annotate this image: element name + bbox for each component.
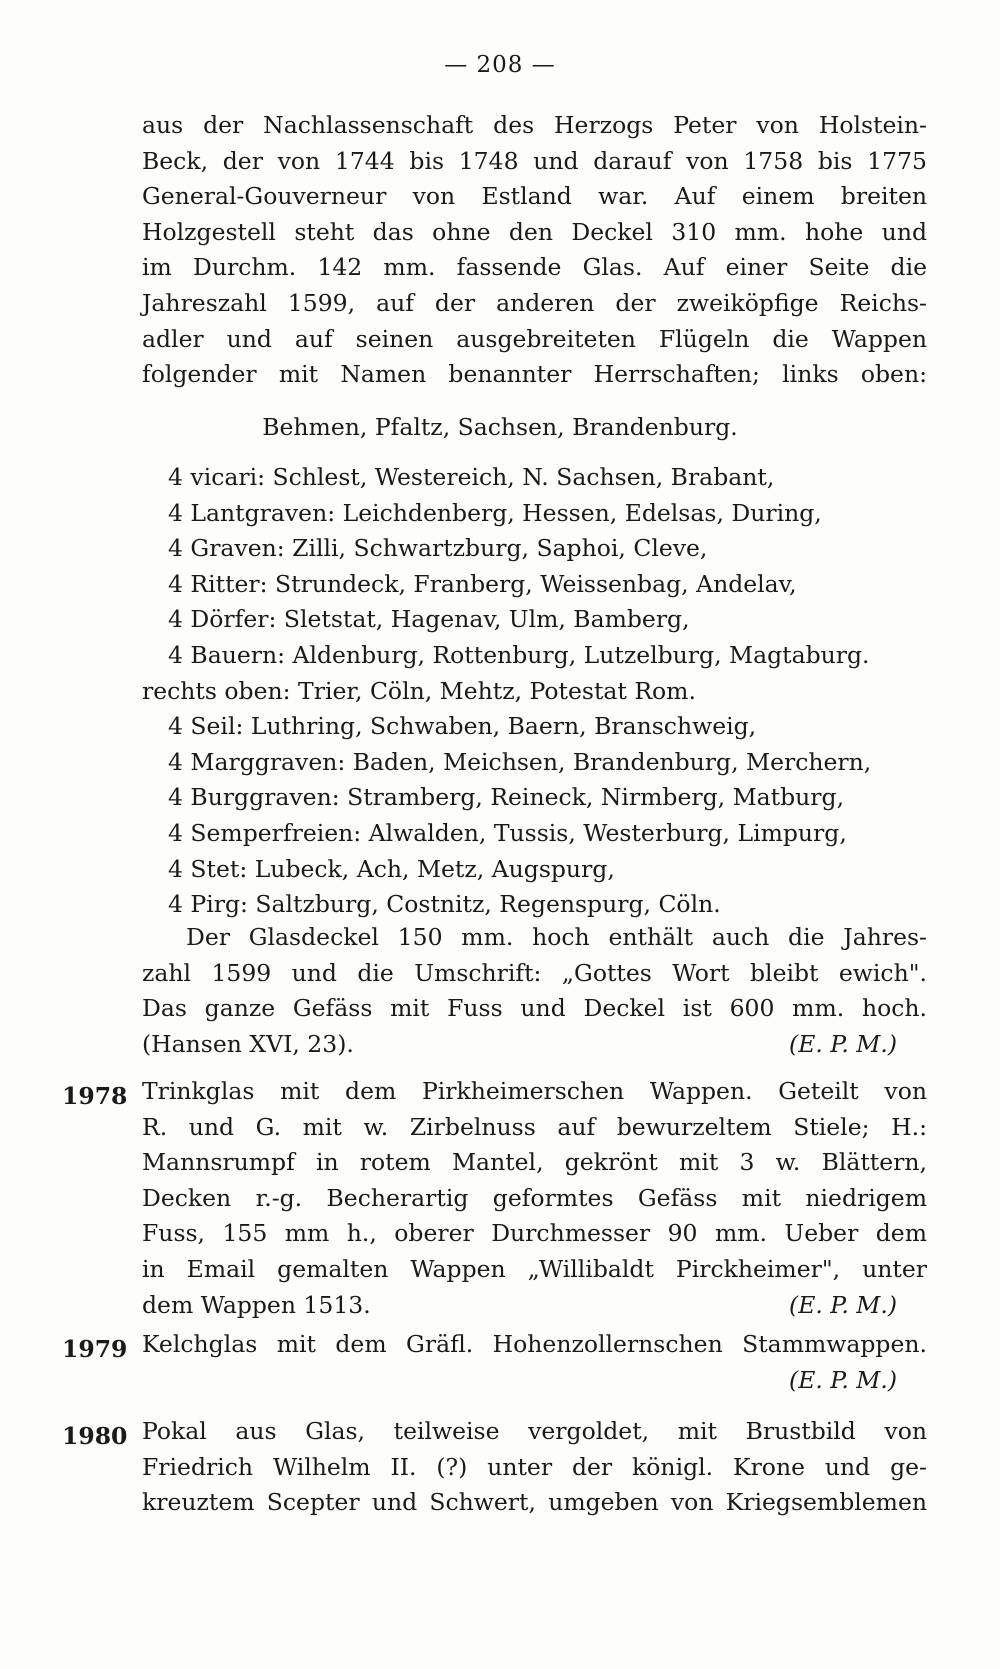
signature: (E. P. M.) bbox=[789, 1365, 897, 1394]
text-line: Fuss, 155 mm h., oberer Durchmesser 90 mm. Ueber dem bbox=[142, 1219, 927, 1248]
list-item: 4 Bauern: Aldenburg, Rottenburg, Lutzelburg, Magtaburg. bbox=[168, 640, 870, 669]
entry-last-text: dem Wappen 1513. bbox=[142, 1290, 371, 1319]
text-line: Das ganze Gefäss mit Fuss und Deckel ist 600 mm. hoch. bbox=[142, 994, 927, 1023]
page-number: — 208 — bbox=[444, 52, 556, 78]
list-item: 4 Graven: Zilli, Schwartzburg, Saphoi, Cleve, bbox=[168, 534, 708, 563]
deckel-paragraph bbox=[142, 920, 927, 1062]
list-item: 4 Lantgraven: Leichdenberg, Hessen, Edelsas, During, bbox=[168, 498, 822, 527]
text-line: General-Gouverneur von Estland war. Auf einem breiten bbox=[142, 182, 927, 211]
list-item: 4 Dörfer: Sletstat, Hagenav, Ulm, Bamberg, bbox=[168, 605, 690, 634]
text-line: Decken r.-g. Becherartig geformtes Gefäss mit niedrigem bbox=[142, 1183, 927, 1212]
text-line-last bbox=[142, 1288, 927, 1324]
text-line: Beck, der von 1744 bis 1748 und darauf von 1758 bis 1775 bbox=[142, 146, 927, 175]
entry-1978 bbox=[142, 1074, 927, 1323]
heraldry-list-left bbox=[142, 460, 871, 923]
entry-number: 1978 bbox=[62, 1082, 128, 1110]
citation: (Hansen XVI, 23). bbox=[142, 1029, 354, 1058]
text-line: in Email gemalten Wappen „Willibaldt Pirckheimer", unter bbox=[142, 1254, 927, 1283]
entry-1979 bbox=[142, 1327, 927, 1398]
text-line: Friedrich Wilhelm II. (?) unter der königl. Krone und ge- bbox=[142, 1452, 927, 1481]
list-item: 4 Ritter: Strundeck, Franberg, Weissenbag, Andelav, bbox=[168, 569, 797, 598]
entry-1980 bbox=[142, 1414, 927, 1521]
text-line: folgender mit Namen benannter Herrschaften; links oben: bbox=[142, 360, 927, 389]
text-line: adler und auf seinen ausgebreiteten Flügeln die Wappen bbox=[142, 324, 927, 353]
list-item: 4 Semperfreien: Alwalden, Tussis, Westerburg, Limpurg, bbox=[168, 818, 847, 847]
signature: (E. P. M.) bbox=[789, 1290, 897, 1319]
text-line: R. und G. mit w. Zirbelnuss auf bewurzeltem Stiele; H.: bbox=[142, 1112, 927, 1141]
list-item: 4 Pirg: Saltzburg, Costnitz, Regenspurg, Cöln. bbox=[168, 890, 721, 919]
list-item: 4 vicari: Schlest, Westereich, N. Sachsen, Brabant, bbox=[168, 463, 775, 491]
list-item: 4 Burggraven: Stramberg, Reineck, Nirmberg, Matburg, bbox=[168, 783, 845, 812]
text-line: Holzgestell steht das ohne den Deckel 310 mm. hohe und bbox=[142, 217, 927, 246]
entry-number: 1980 bbox=[62, 1422, 128, 1450]
text-line: Mannsrumpf in rotem Mantel, gekrönt mit 3 w. Blättern, bbox=[142, 1148, 927, 1177]
intro-paragraph bbox=[142, 108, 927, 393]
text-line: im Durchm. 142 mm. fassende Glas. Auf einer Seite die bbox=[142, 253, 927, 282]
text-line: zahl 1599 und die Umschrift: „Gottes Wort bleibt ewich". bbox=[142, 958, 927, 987]
text-line: Der Glasdeckel 150 mm. hoch enthält auch die Jahres- bbox=[186, 923, 927, 951]
text-line: kreuztem Scepter und Schwert, umgeben von Kriegsemblemen bbox=[142, 1488, 927, 1517]
signature: (E. P. M.) bbox=[789, 1029, 897, 1058]
centered-line: Behmen, Pfaltz, Sachsen, Brandenburg. bbox=[262, 413, 738, 441]
text-line: aus der Nachlassenschaft des Herzogs Peter von Holstein- bbox=[142, 111, 927, 139]
list-item: 4 Seil: Luthring, Schwaben, Baern, Branschweig, bbox=[168, 712, 757, 741]
right-heading: rechts oben: Trier, Cöln, Mehtz, Potestat Rom. bbox=[142, 676, 696, 705]
text-line: Pokal aus Glas, teilweise vergoldet, mit Brustbild von bbox=[142, 1417, 927, 1445]
entry-number: 1979 bbox=[62, 1335, 128, 1363]
text-line: Kelchglas mit dem Gräfl. Hohenzollernschen Stammwappen. bbox=[142, 1330, 927, 1358]
text-line-last bbox=[142, 1027, 927, 1063]
list-item: 4 Marggraven: Baden, Meichsen, Brandenburg, Merchern, bbox=[168, 747, 872, 776]
text-line: Trinkglas mit dem Pirkheimerschen Wappen. Geteilt von bbox=[142, 1077, 927, 1105]
text-line: Jahreszahl 1599, auf der anderen der zweiköpfige Reichs- bbox=[142, 288, 927, 317]
list-item: 4 Stet: Lubeck, Ach, Metz, Augspurg, bbox=[168, 854, 615, 883]
